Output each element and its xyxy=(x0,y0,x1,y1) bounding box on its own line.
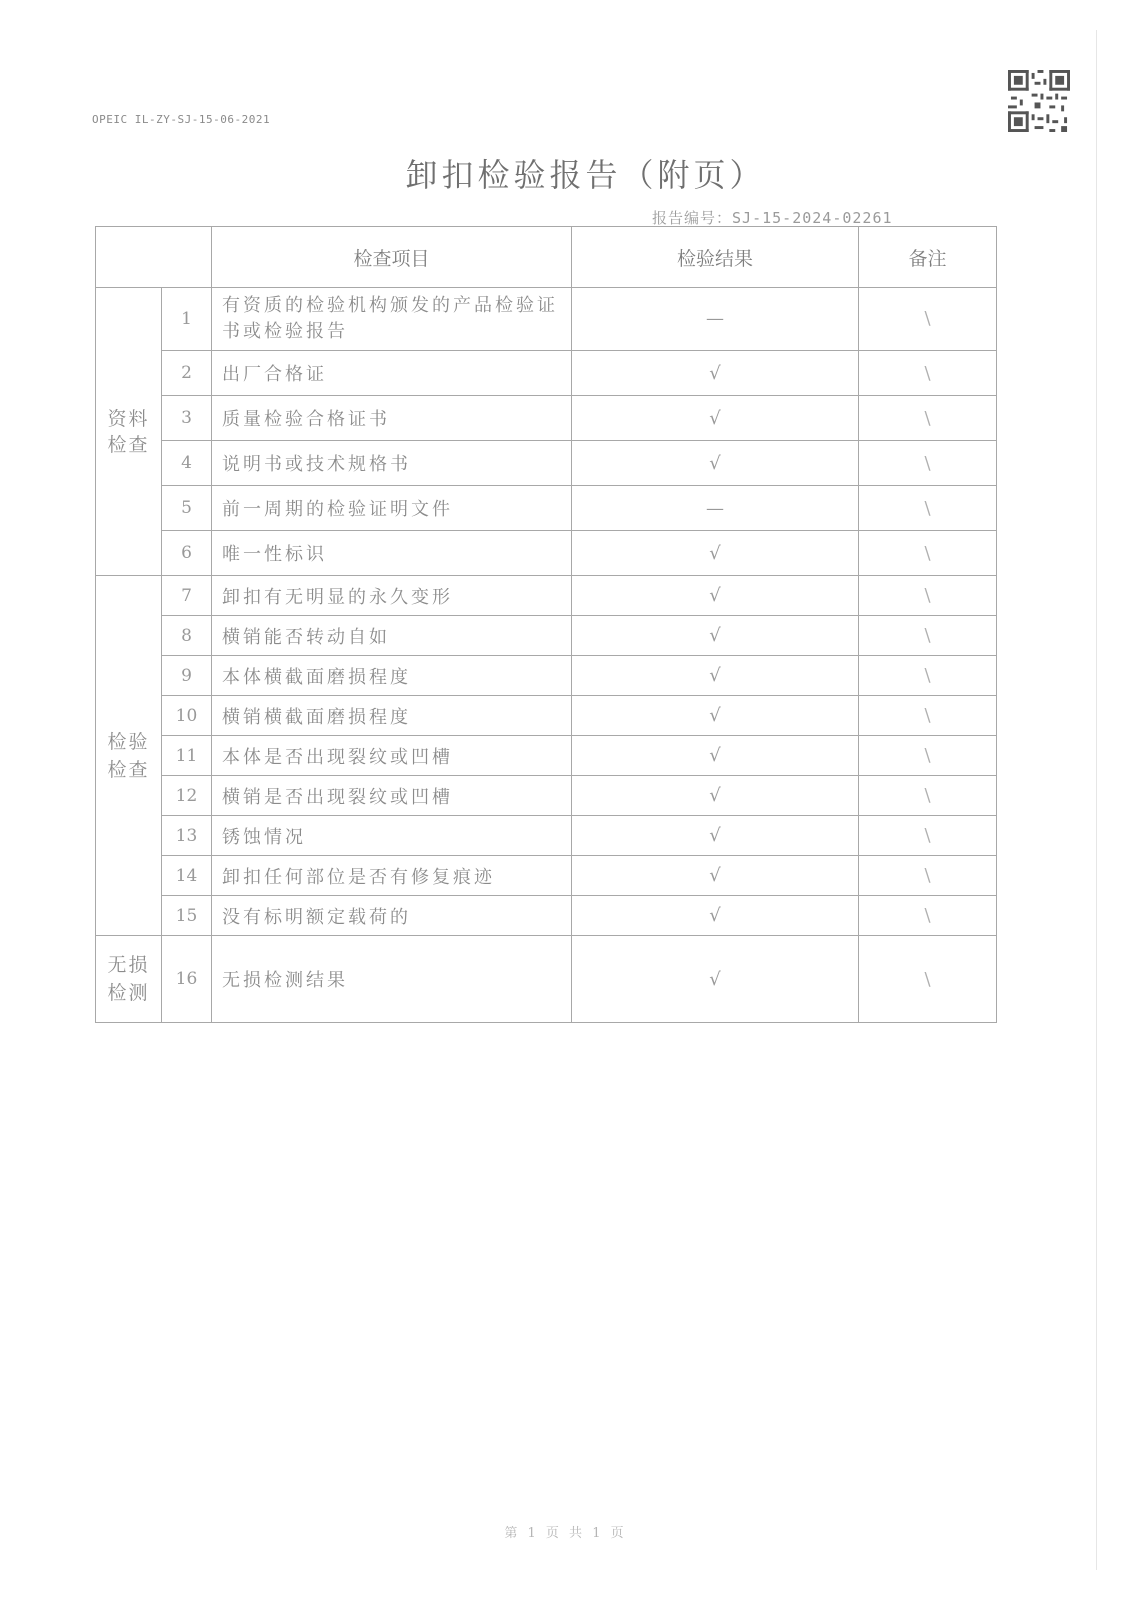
row-item: 唯一性标识 xyxy=(212,531,572,576)
row-number: 1 xyxy=(162,288,212,351)
row-remark: \ xyxy=(859,396,997,441)
table-row xyxy=(96,616,997,656)
row-item: 卸扣任何部位是否有修复痕迹 xyxy=(212,856,572,896)
row-remark: \ xyxy=(859,696,997,736)
row-item: 横销是否出现裂纹或凹槽 xyxy=(212,776,572,816)
row-remark: \ xyxy=(859,936,997,1023)
row-result: — xyxy=(572,486,859,531)
row-number: 16 xyxy=(162,936,212,1023)
row-item: 质量检验合格证书 xyxy=(212,396,572,441)
row-number: 5 xyxy=(162,486,212,531)
qr-code-icon xyxy=(1008,70,1070,132)
group-label-line: 检查 xyxy=(107,758,150,781)
row-remark: \ xyxy=(859,351,997,396)
row-remark: \ xyxy=(859,736,997,776)
report-number xyxy=(652,207,893,228)
header-group xyxy=(96,227,212,288)
row-number: 15 xyxy=(162,896,212,936)
header-remark: 备注 xyxy=(859,227,997,288)
row-remark: \ xyxy=(859,576,997,616)
scan-edge-line xyxy=(1096,30,1097,1570)
table-row xyxy=(96,531,997,576)
document-code: OPEIC IL-ZY-SJ-15-06-2021 xyxy=(92,113,271,126)
row-remark: \ xyxy=(859,531,997,576)
row-number: 11 xyxy=(162,736,212,776)
row-number: 13 xyxy=(162,816,212,856)
table-row xyxy=(96,856,997,896)
row-result: √ xyxy=(572,936,859,1023)
table-row xyxy=(96,288,997,351)
row-number: 6 xyxy=(162,531,212,576)
table-row xyxy=(96,896,997,936)
row-result: — xyxy=(572,288,859,351)
table-header-row xyxy=(96,227,997,288)
table-row xyxy=(96,656,997,696)
group-label-line: 检验 xyxy=(107,730,150,753)
row-item: 横销横截面磨损程度 xyxy=(212,696,572,736)
row-item: 无损检测结果 xyxy=(212,936,572,1023)
row-item: 本体是否出现裂纹或凹槽 xyxy=(212,736,572,776)
row-remark: \ xyxy=(859,856,997,896)
row-number: 14 xyxy=(162,856,212,896)
row-result: √ xyxy=(572,616,859,656)
table-row xyxy=(96,776,997,816)
row-number: 7 xyxy=(162,576,212,616)
row-item: 横销能否转动自如 xyxy=(212,616,572,656)
row-number: 10 xyxy=(162,696,212,736)
header-result: 检验结果 xyxy=(572,227,859,288)
group-label-line: 无损 xyxy=(107,954,150,976)
row-result: √ xyxy=(572,396,859,441)
table-row xyxy=(96,486,997,531)
row-result: √ xyxy=(572,816,859,856)
row-item: 锈蚀情况 xyxy=(212,816,572,856)
row-result: √ xyxy=(572,696,859,736)
row-result: √ xyxy=(572,531,859,576)
table-row xyxy=(96,936,997,1023)
row-result: √ xyxy=(572,441,859,486)
row-remark: \ xyxy=(859,656,997,696)
group-label-line: 检测 xyxy=(107,982,150,1004)
table-row xyxy=(96,396,997,441)
row-remark: \ xyxy=(859,896,997,936)
row-item: 本体横截面磨损程度 xyxy=(212,656,572,696)
inspection-table xyxy=(95,226,997,1023)
row-number: 12 xyxy=(162,776,212,816)
report-number-label: 报告编号： xyxy=(652,209,733,227)
row-result: √ xyxy=(572,776,859,816)
row-item: 说明书或技术规格书 xyxy=(212,441,572,486)
row-remark: \ xyxy=(859,441,997,486)
row-item: 没有标明额定载荷的 xyxy=(212,896,572,936)
row-remark: \ xyxy=(859,288,997,351)
row-number: 8 xyxy=(162,616,212,656)
row-remark: \ xyxy=(859,816,997,856)
table-row xyxy=(96,696,997,736)
row-number: 4 xyxy=(162,441,212,486)
table-row xyxy=(96,351,997,396)
row-result: √ xyxy=(572,576,859,616)
row-remark: \ xyxy=(859,616,997,656)
table-row xyxy=(96,576,997,616)
table-row xyxy=(96,441,997,486)
row-result: √ xyxy=(572,656,859,696)
group-label-docs xyxy=(96,288,162,576)
group-label-inspection xyxy=(96,576,162,936)
header-item: 检查项目 xyxy=(212,227,572,288)
row-result: √ xyxy=(572,736,859,776)
row-number: 3 xyxy=(162,396,212,441)
row-item: 卸扣有无明显的永久变形 xyxy=(212,576,572,616)
page-footer: 第 1 页 共 1 页 xyxy=(504,1526,627,1541)
row-item: 有资质的检验机构颁发的产品检验证书或检验报告 xyxy=(212,288,572,351)
row-result: √ xyxy=(572,896,859,936)
row-result: √ xyxy=(572,856,859,896)
report-number-value: SJ-15-2024-02261 xyxy=(732,209,893,227)
row-result: √ xyxy=(572,351,859,396)
row-number: 9 xyxy=(162,656,212,696)
group-label-line: 检查 xyxy=(107,433,150,456)
row-item: 出厂合格证 xyxy=(212,351,572,396)
row-number: 2 xyxy=(162,351,212,396)
row-item: 前一周期的检验证明文件 xyxy=(212,486,572,531)
table-row xyxy=(96,816,997,856)
row-remark: \ xyxy=(859,776,997,816)
table-row xyxy=(96,736,997,776)
row-remark: \ xyxy=(859,486,997,531)
group-label-ndt xyxy=(96,936,162,1023)
group-label-line: 资料 xyxy=(107,407,150,430)
document-title: 卸扣检验报告（附页） xyxy=(405,156,766,194)
